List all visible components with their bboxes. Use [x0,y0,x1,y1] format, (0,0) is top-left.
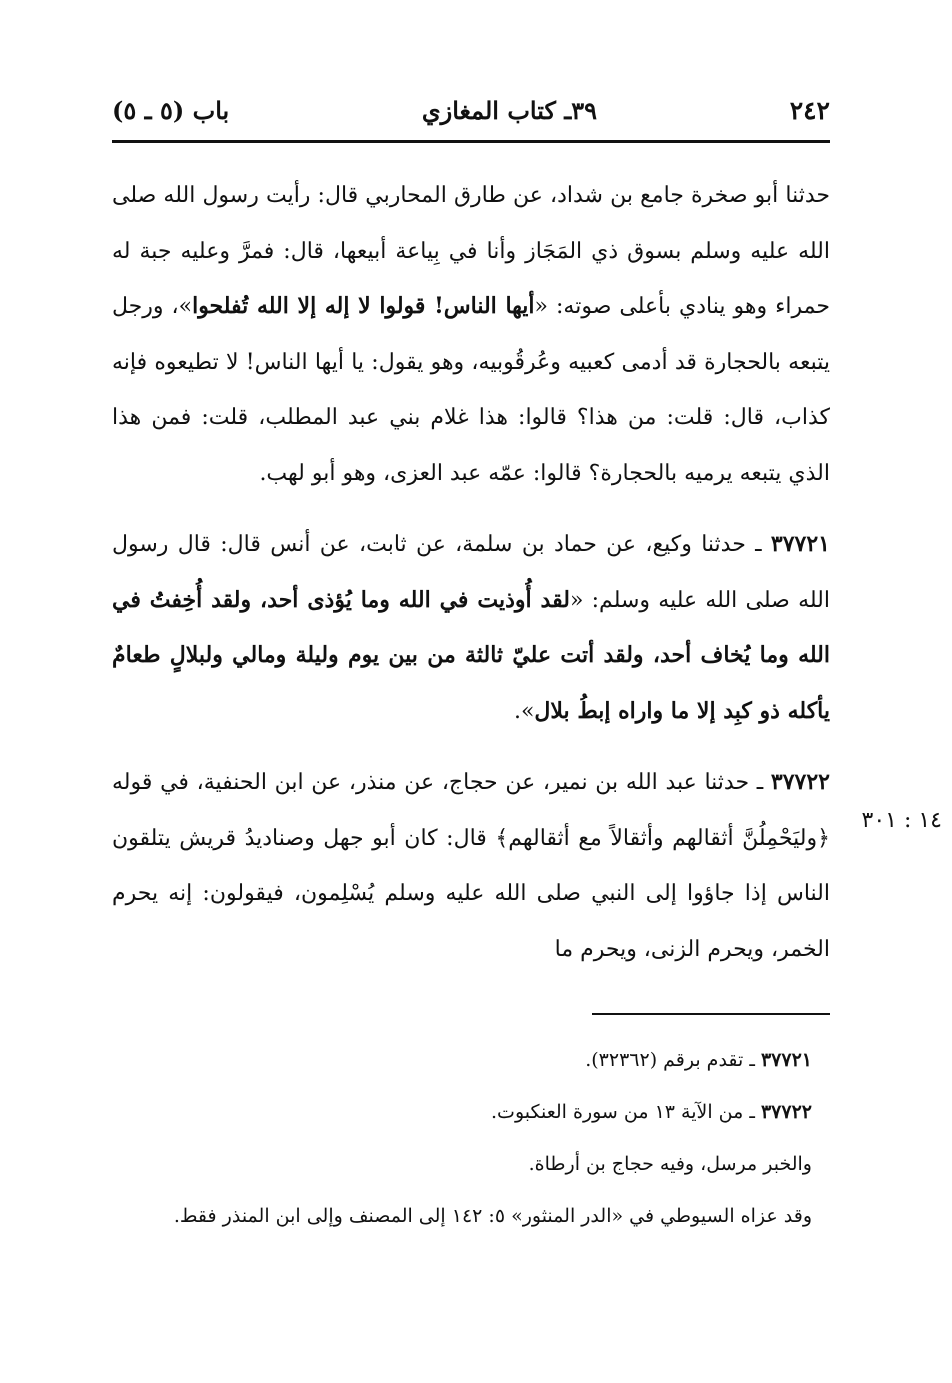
paragraph-text: »، ورجل يتبعه بالحجارة قد أدمى كعبيه وعُرقُوبيه، وهو يقول: يا أيها الناس! لا تطيعوه فإنه كذاب، قال: قلت: من هذا؟ قالوا: هذا غلام بني عبد المطلب، قلت: فمن هذا الذي يتبعه يرميه بالحجارة؟ قالوا: عمّه عبد العزى، وهو أبو لهب. [112,294,830,486]
margin-reference: ١٤ : ٣٠١ [861,808,942,833]
footnote-text: وقد عزاه السيوطي في «الدر المنثور» ٥: ١٤٢ إلى المصنف وإلى ابن المنذر فقط. [173,1205,812,1227]
footnote-number: ٣٧٧٢١ [760,1049,812,1071]
footnote-rule [592,1013,830,1015]
footnote [112,1190,812,1242]
paragraph-text: ». [513,698,535,724]
footnote-text: ـ تقدم برقم (٣٢٣٦٢). [585,1049,761,1071]
paragraph-text: ـ حدثنا وكيع، عن حماد بن سلمة، عن ثابت، عن أنس قال: قال رسول الله صلى الله عليه وسلم: « [112,532,830,613]
quran-quote: ﴿وليَحْمِلُنَّ أثقالهم وأثقالاً مع أثقالهم﴾ [495,825,830,851]
paragraph-2 [112,517,830,739]
paragraph-1 [112,168,830,501]
hadith-quote: أيها الناس! قولوا لا إله إلا الله تُفلحوا [192,293,535,319]
main-text [112,168,830,977]
hadith-number: ٣٧٧٢١ [770,531,830,557]
footnote [112,1086,812,1138]
running-header [112,86,830,134]
header-rule [112,140,830,143]
paragraph-text: حدثنا أبو صخرة جامع بن شداد، عن طارق المحاربي قال: رأيت رسول الله صلى الله عليه وسلم بسوق ذي المَجَاز وأنا في بِياعة أبيعها، قال: فمرَّ وعليه جبة له حمراء وهو ينادي بأعلى صوته: « [112,183,830,319]
hadith-number: ٣٧٧٢٢ [770,769,830,795]
footnote [112,1138,812,1190]
footnote-text: والخبر مرسل، وفيه حجاج بن أرطاة. [528,1153,812,1175]
footnote [112,1034,812,1086]
chapter-label: باب (٥ ـ ٥) [112,95,230,125]
footnotes [112,1034,812,1242]
paragraph-text: قال: كان أبو جهل وصناديدُ قريش يتلقون الناس إذا جاؤوا إلى النبي صلى الله عليه وسلم يُسْلِمون، فيقولون: إنه يحرم الخمر، ويحرم الزنى، ويحرم ما [112,825,830,962]
hadith-quote: لقد أُوذيت في الله وما يُؤذى أحد، ولقد أُخِفتُ في الله وما يُخاف أحد، ولقد أتت عليّ ثالثة من بين يوم وليلة ومالي ولبلالٍ طعامٌ يأكله ذو كبِد إلا ما واراه إبطُ بلال [112,586,830,724]
book-title: ٣٩ـ كتاب المغازي [421,95,598,125]
paragraph-3 [112,755,830,977]
footnote-number: ٣٧٧٢٢ [760,1101,812,1123]
paragraph-text: ـ حدثنا عبد الله بن نمير، عن حجاج، عن منذر، عن ابن الحنفية، في قوله [112,770,771,795]
footnote-text: ـ من الآية ١٣ من سورة العنكبوت. [491,1101,761,1123]
page-number: ٢٤٢ [789,95,830,125]
